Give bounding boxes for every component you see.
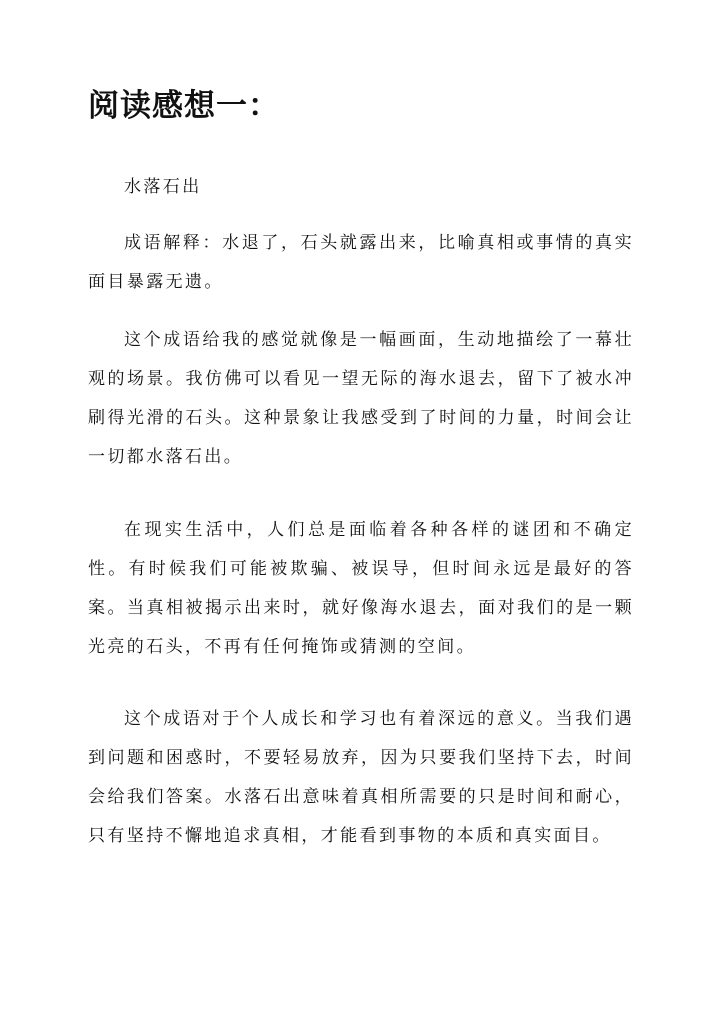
growth-paragraph: 这个成语对于个人成长和学习也有着深远的意义。当我们遇到问题和困惑时，不要轻易放弃，因为只要我们坚持下去，时间会给我们答案。水落石出意味着真相所需要的只是时间和耐心，只有坚持不懈地追求真相，才能看到事物的本质和真实面目。 <box>88 709 634 846</box>
document-title: 阅读感想一： <box>88 88 280 124</box>
idiom-paragraph: 水落石出 <box>124 177 202 197</box>
feeling-paragraph: 这个成语给我的感觉就像是一幅画面，生动地描绘了一幕壮观的场景。我仿佛可以看见一望无际的海水退去，留下了被水冲刷得光滑的石头。这种景象让我感受到了时间的力量，时间会让一切都水落石出。 <box>88 330 634 467</box>
explanation-paragraph: 成语解释：水退了，石头就露出来，比喻真相或事情的真实面目暴露无遗。 <box>88 233 634 292</box>
real-life-paragraph: 在现实生活中，人们总是面临着各种各样的谜团和不确定性。有时候我们可能被欺骗、被误导，但时间永远是最好的答案。当真相被揭示出来时，就好像海水退去，面对我们的是一颗光亮的石头，不再有任何掩饰或猜测的空间。 <box>88 520 634 657</box>
